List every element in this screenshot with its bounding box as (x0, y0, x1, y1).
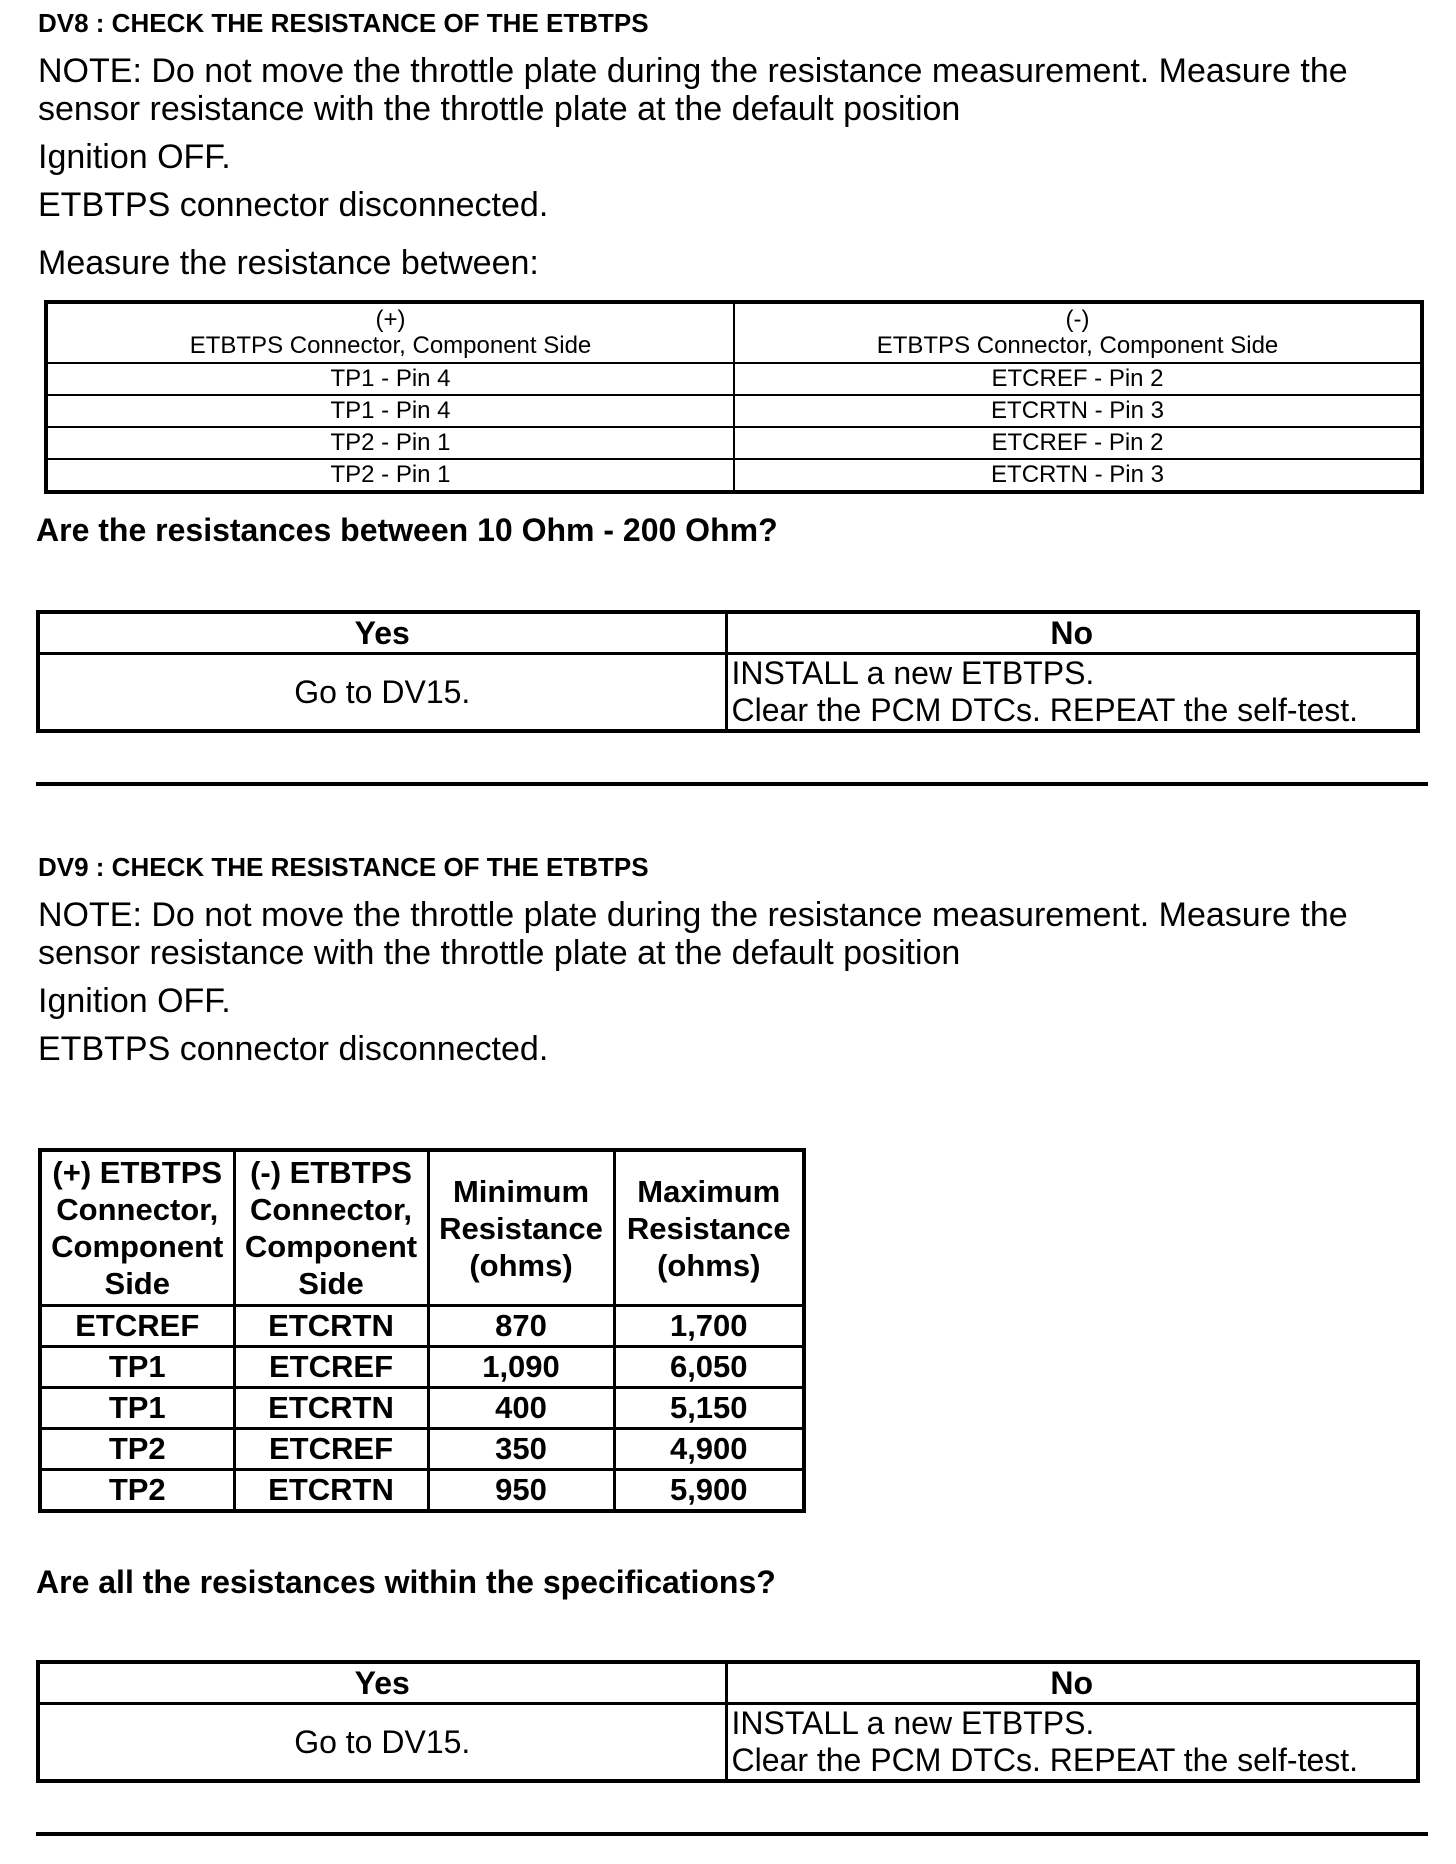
pos-label: ETBTPS Connector, Component Side (189, 332, 592, 359)
pos-cell: TP1 - Pin 4 (46, 395, 734, 427)
min-cell: 1,090 (428, 1347, 614, 1388)
dv9-note-line2: sensor resistance with the throttle plate at the default position (38, 934, 961, 972)
result-header-row (38, 1662, 1418, 1704)
max-resistance-header: Maximum Resistance (ohms) (614, 1150, 804, 1306)
yes-action: Go to DV15. (38, 654, 726, 732)
dv8-note (38, 52, 1348, 128)
result-action-row (38, 1704, 1418, 1782)
no-action (726, 1704, 1418, 1782)
min-cell: 350 (428, 1429, 614, 1470)
pos-sign: (+) (375, 306, 406, 333)
max-cell: 6,050 (614, 1347, 804, 1388)
dv8-measurement-table (44, 300, 1424, 494)
min-resistance-header: Minimum Resistance (ohms) (428, 1150, 614, 1306)
table-row (40, 1429, 804, 1470)
dv9-connector: ETBTPS connector disconnected. (38, 1030, 549, 1068)
neg-cell: ETCREF - Pin 2 (734, 363, 1422, 395)
table-row (46, 427, 1422, 459)
dv9-note-line1: NOTE: Do not move the throttle plate during the resistance measurement. Measure the (38, 896, 1348, 934)
pos-cell: TP1 (40, 1388, 234, 1429)
neg-cell: ETCRTN (234, 1388, 428, 1429)
yes-action: Go to DV15. (38, 1704, 726, 1782)
min-cell: 400 (428, 1388, 614, 1429)
neg-cell: ETCREF - Pin 2 (734, 427, 1422, 459)
dv8-note-line1: NOTE: Do not move the throttle plate during the resistance measurement. Measure the (38, 52, 1348, 90)
no-action (726, 654, 1418, 732)
max-cell: 4,900 (614, 1429, 804, 1470)
dv8-title: DV8 : CHECK THE RESISTANCE OF THE ETBTPS (38, 8, 649, 38)
dv9-title: DV9 : CHECK THE RESISTANCE OF THE ETBTPS (38, 852, 649, 882)
max-cell: 5,900 (614, 1470, 804, 1512)
dv8-measure-instruction: Measure the resistance between: (38, 244, 539, 282)
pos-cell: TP2 - Pin 1 (46, 459, 734, 492)
pos-cell: TP2 (40, 1470, 234, 1512)
yes-header: Yes (38, 612, 726, 654)
dv9-ignition: Ignition OFF. (38, 982, 231, 1020)
table-row (46, 459, 1422, 492)
neg-cell: ETCREF (234, 1429, 428, 1470)
result-action-row (38, 654, 1418, 732)
table-row (40, 1470, 804, 1512)
no-action-line2: Clear the PCM DTCs. REPEAT the self-test. (731, 692, 1359, 728)
dv9-spec-table (38, 1148, 806, 1513)
table-row (40, 1306, 804, 1347)
pos-cell: TP2 (40, 1429, 234, 1470)
pos-cell: TP1 (40, 1347, 234, 1388)
dv8-result-table (36, 610, 1420, 733)
spec-header-row (40, 1150, 804, 1306)
min-cell: 950 (428, 1470, 614, 1512)
neg-cell: ETCRTN (234, 1306, 428, 1347)
no-action-line1: INSTALL a new ETBTPS. (731, 655, 1095, 691)
dv8-connector: ETBTPS connector disconnected. (38, 186, 549, 224)
dv8-question: Are the resistances between 10 Ohm - 200 Ohm? (36, 512, 778, 548)
neg-cell: ETCRTN - Pin 3 (734, 459, 1422, 492)
neg-cell: ETCRTN - Pin 3 (734, 395, 1422, 427)
dv9-question: Are all the resistances within the specifications? (36, 1564, 776, 1600)
result-header-row (38, 612, 1418, 654)
section-divider (36, 782, 1428, 786)
pos-cell: ETCREF (40, 1306, 234, 1347)
no-action-line2: Clear the PCM DTCs. REPEAT the self-test. (731, 1742, 1359, 1778)
pos-cell: TP2 - Pin 1 (46, 427, 734, 459)
max-cell: 1,700 (614, 1306, 804, 1347)
table-row (46, 395, 1422, 427)
table-row (40, 1388, 804, 1429)
yes-header: Yes (38, 1662, 726, 1704)
neg-terminal-header (734, 302, 1422, 363)
no-header: No (726, 1662, 1418, 1704)
dv8-ignition: Ignition OFF. (38, 138, 231, 176)
neg-cell: ETCREF (234, 1347, 428, 1388)
table-row (40, 1347, 804, 1388)
pos-terminal-header (46, 302, 734, 363)
table-header-row (46, 302, 1422, 363)
neg-cell: ETCRTN (234, 1470, 428, 1512)
neg-sign: (-) (1065, 306, 1090, 333)
pos-cell: TP1 - Pin 4 (46, 363, 734, 395)
dv8-note-line2: sensor resistance with the throttle plate at the default position (38, 90, 961, 128)
max-cell: 5,150 (614, 1388, 804, 1429)
table-row (46, 363, 1422, 395)
pos-terminal-header: (+) ETBTPS Connector, Component Side (40, 1150, 234, 1306)
dv9-note (38, 896, 1348, 972)
min-cell: 870 (428, 1306, 614, 1347)
dv9-result-table (36, 1660, 1420, 1783)
neg-terminal-header: (-) ETBTPS Connector, Component Side (234, 1150, 428, 1306)
section-divider (36, 1832, 1428, 1836)
no-header: No (726, 612, 1418, 654)
no-action-line1: INSTALL a new ETBTPS. (731, 1705, 1095, 1741)
neg-label: ETBTPS Connector, Component Side (876, 332, 1279, 359)
